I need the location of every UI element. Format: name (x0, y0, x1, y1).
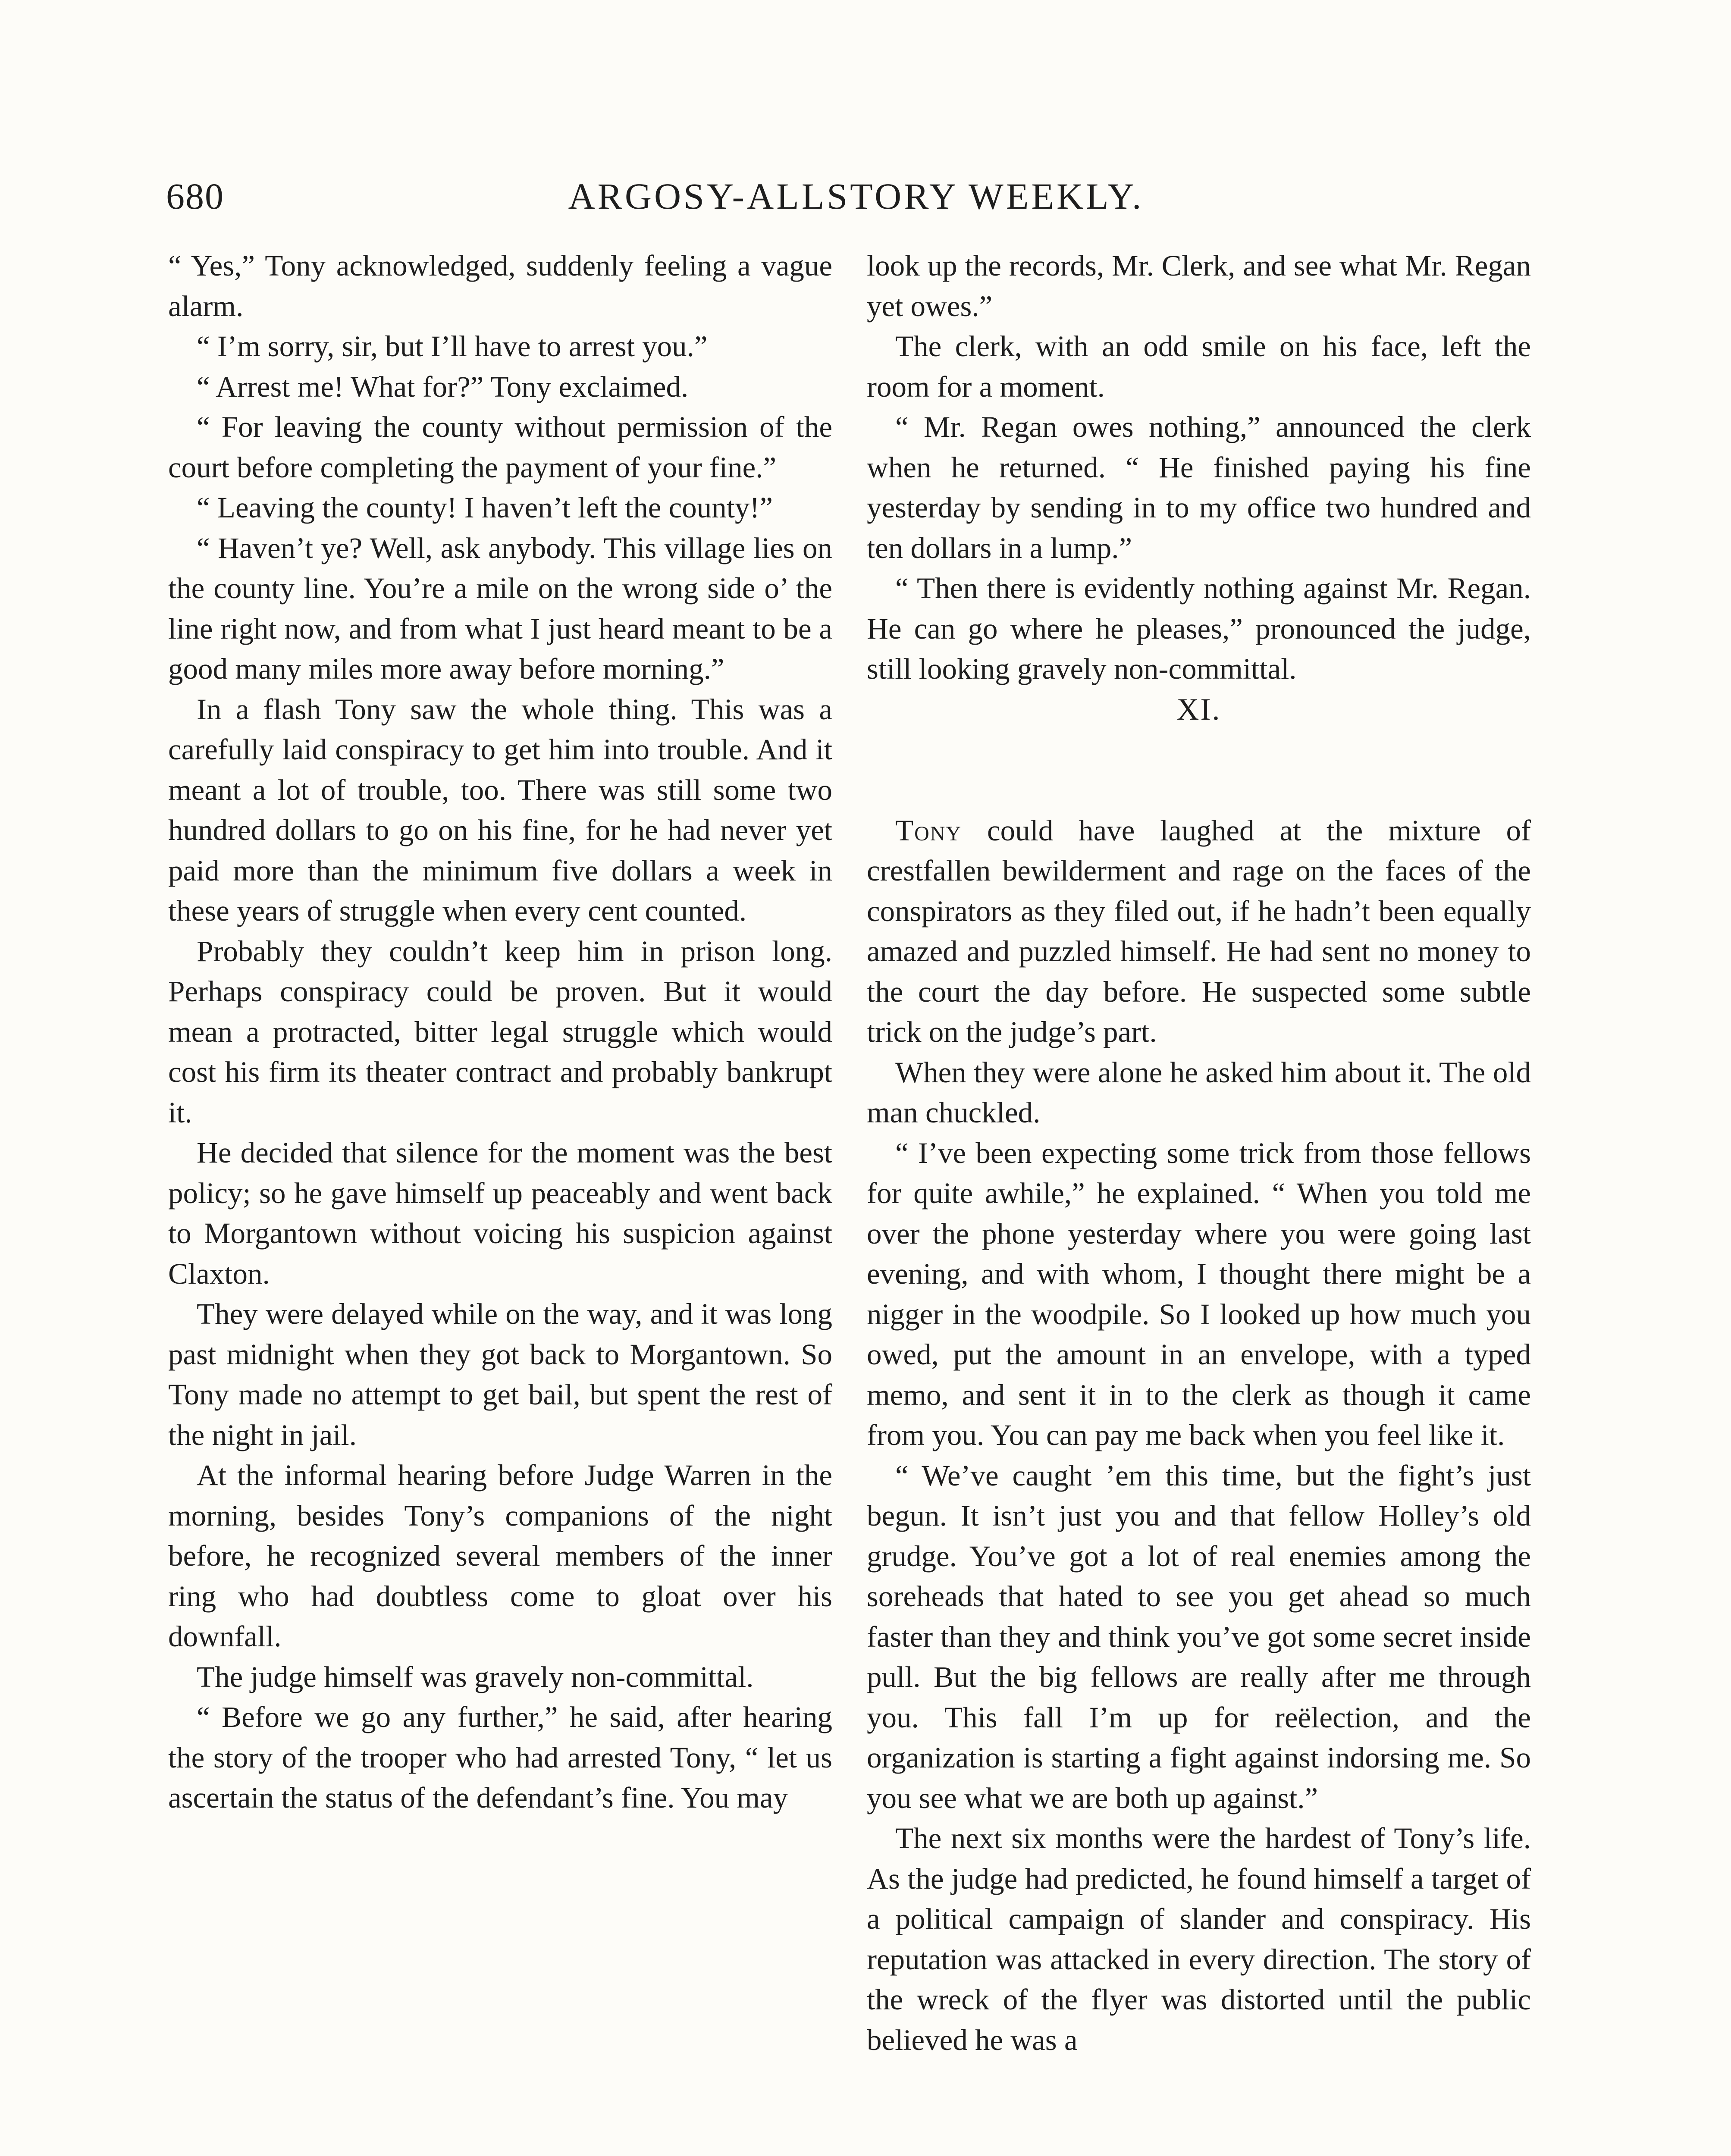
paragraph: “ Yes,” Tony acknowledged, suddenly feeling a vague alarm. (168, 249, 832, 323)
paragraph: “ I’ve been expecting some trick from those fellows for quite awhile,” he explained. “ When you told me over the phone yesterday where you were going last evening, and with whom, I thought there might be a nigger in the woodpile. So I looked up how much you owed, put the amount in an envelope, with a typed memo, and sent it in to the clerk as though it came from you. You can pay me back when you feel like it. (867, 1136, 1531, 1451)
paragraph: “ For leaving the county without permission of the court before completing the payment of your fine.” (168, 411, 832, 484)
paragraph: They were delayed while on the way, and it was long past midnight when they got back to Morgantown. So Tony made no attempt to get bail, but spent the rest of the night in jail. (168, 1297, 832, 1451)
chapter-opening-paragraph (867, 811, 1531, 1053)
paragraph: The next six months were the hardest of Tony’s life. As the judge had predicted, he found himself a target of a political campaign of slander and conspiracy. His reputation was attacked in every direction. The story of the wreck of the flyer was distorted until the public believed he was a (867, 1822, 1531, 2056)
paragraph: The clerk, with an odd smile on his face, left the room for a moment. (867, 330, 1531, 403)
left-column (168, 246, 832, 1818)
lead-word: Tony (895, 814, 962, 847)
paragraph: In a flash Tony saw the whole thing. This was a carefully laid conspiracy to get him into trouble. And it meant a lot of trouble, too. There was still some two hundred dollars to go on his fine, for he had never yet paid more than the minimum five dollars a week in these years of struggle when every cent counted. (168, 693, 832, 927)
page-header (166, 175, 1546, 226)
paragraph: The judge himself was gravely non-committal. (197, 1660, 754, 1693)
right-column (867, 246, 1531, 2060)
paragraph: “ Then there is evidently nothing against Mr. Regan. He can go where he pleases,” pronounced the judge, still looking gravely non-committal. (867, 572, 1531, 685)
paragraph: “ Arrest me! What for?” Tony exclaimed. (197, 370, 689, 403)
running-title: ARGOSY-ALLSTORY WEEKLY. (568, 175, 1144, 217)
paragraph: When they were alone he asked him about it. The old man chuckled. (867, 1056, 1531, 1129)
paragraph: He decided that silence for the moment was the best policy; so he gave himself up peaceably and went back to Morgantown without voicing his suspicion against Claxton. (168, 1136, 832, 1290)
paragraph: look up the records, Mr. Clerk, and see what Mr. Regan yet owes.” (867, 249, 1531, 323)
paragraph: “ Haven’t ye? Well, ask anybody. This village lies on the county line. You’re a mile on the wrong side o’ the line right now, and from what I just heard meant to be a good many miles more away before morning.” (168, 531, 832, 685)
section-gap (867, 730, 1531, 811)
paragraph: At the informal hearing before Judge Warren in the morning, besides Tony’s companions of the night before, he recognized several members of the inner ring who had doubtless come to gloat over his downfall. (168, 1459, 832, 1653)
paragraph: Probably they couldn’t keep him in prison long. Perhaps conspiracy could be proven. But it would mean a protracted, bitter legal struggle which would cost his firm its theater contract and probably bankrupt it. (168, 934, 832, 1129)
paragraph: “ Mr. Regan owes nothing,” announced the clerk when he returned. “ He finished paying his fine yesterday by sending in to my office two hundred and ten dollars in a lump.” (867, 411, 1531, 564)
paragraph: “ Leaving the county! I haven’t left the county!” (197, 491, 773, 524)
paragraph: “ We’ve caught ’em this time, but the fight’s just begun. It isn’t just you and that fellow Holley’s old grudge. You’ve got a lot of real enemies among the soreheads that hated to see you get ahead so much faster than they and think you’ve got some secret inside pull. But the big fellows are really after me through you. This fall I’m up for reëlection, and the organization is starting a fight against indorsing me. So you see what we are both up against.” (867, 1459, 1531, 1814)
paragraph: “ I’m sorry, sir, but I’ll have to arrest you.” (197, 330, 708, 363)
lead-text: could have laughed at the mixture of crestfallen bewilderment and rage on the faces of the conspirators as they filed out, if he hadn’t been equally amazed and puzzled himself. He had sent no money to the court the day before. He suspected some subtle trick on the judge’s part. (867, 814, 1531, 1048)
paragraph: “ Before we go any further,” he said, after hearing the story of the trooper who had arrested Tony, “ let us ascertain the status of the defendant’s fine. You may (168, 1701, 832, 1814)
page-number: 680 (166, 175, 224, 217)
chapter-heading: XI. (1176, 692, 1221, 727)
